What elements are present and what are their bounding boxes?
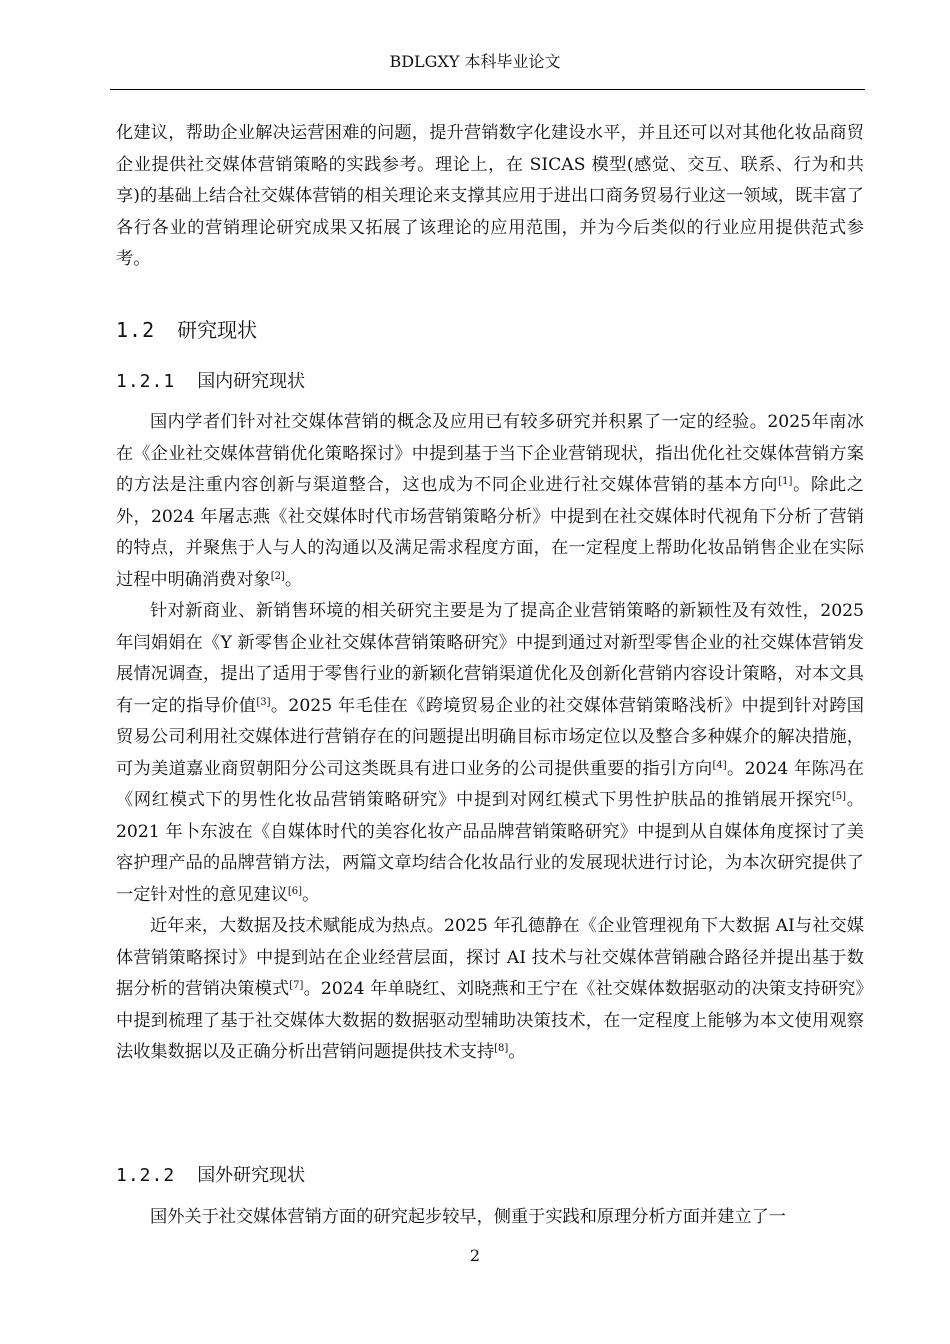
header-divider [110, 89, 865, 90]
section-heading-1-2-1 [116, 369, 305, 395]
section-heading-1-2 [116, 316, 257, 344]
paragraph-foreign-1: 国外关于社交媒体营销方面的研究起步较早，侧重于实践和原理分析方面并建立了一 [150, 1207, 786, 1227]
section-heading-1-2-2 [116, 1163, 305, 1189]
intro-paragraph-text: 化建议，帮助企业解决运营困难的问题，提升营销数字化建设水平，并且还可以对其他化妆品商贸企业提供社交媒体营销策略的实践参考。理论上，在 SICAS 模型(感觉、交互、联系、行为和共享)的基础上结合社交媒体营销的相关理论来支撑其应用于进出口商务贸易行业这一领域，既丰富了各行各业的营销理论研究成果又拓展了该理论的应用范围，并为今后类似的行业应用提供范式参考。 [116, 123, 864, 269]
section-number: 1.2.2 [116, 1165, 176, 1186]
body-paragraph-foreign [116, 1202, 864, 1234]
citation-ref[interactable]: [3] [256, 696, 271, 708]
citation-ref[interactable]: [7] [289, 980, 304, 991]
citation-ref[interactable]: [2] [270, 570, 285, 582]
intro-paragraph [116, 118, 864, 276]
citation-ref[interactable]: [4] [712, 759, 727, 771]
citation-ref[interactable]: [1] [778, 476, 793, 487]
page-number: 2 [469, 1246, 481, 1265]
section-title: 国内研究现状 [197, 371, 306, 392]
section-number: 1.2 [116, 318, 156, 342]
section-title: 研究现状 [177, 318, 258, 342]
paragraph-domestic-3: 近年来，大数据及技术赋能成为热点。2025 年孔德静在《企业管理视角下大数据 AI与社交媒体营销策略探讨》中提到站在企业经营层面，探讨 AI 技术与社交媒体营销融合路径并提出基于数据分析的营销决策模式[7]。2024 年单晓红、刘晓燕和王宁在《社交媒体数据驱动的决策支持研究》中提到梳理了基于社交媒体大数据的数据驱动型辅助决策技术，在一定程度上能够为本文使用观察法收集数据以及正确分析出营销问题提供技术支持[8]。 [116, 916, 864, 1062]
page-header-title: BDLGXY 本科毕业论文 [389, 52, 561, 71]
citation-ref[interactable]: [5] [831, 791, 847, 802]
citation-ref[interactable]: [8] [494, 1043, 509, 1054]
body-paragraphs-domestic [116, 407, 864, 1069]
citation-ref[interactable]: [6] [287, 885, 303, 897]
section-title: 国外研究现状 [197, 1165, 306, 1186]
paragraph-domestic-1: 国内学者们针对社交媒体营销的概念及应用已有较多研究并积累了一定的经验。2025年南冰在《企业社交媒体营销优化策略探讨》中提到基于当下企业营销现状，指出优化社交媒体营销方案的方法是注重内容创新与渠道整合，这也成为不同企业进行社交媒体营销的基本方向[1]。除此之外，2024 年屠志燕《社交媒体时代市场营销策略分析》中提到在社交媒体时代视角下分析了营销的特点，并聚焦于人与人的沟通以及满足需求程度方面，在一定程度上帮助化妆品销售企业在实际过程中明确消费对象[2]。 [116, 412, 864, 590]
paragraph-domestic-2: 针对新商业、新销售环境的相关研究主要是为了提高企业营销策略的新颖性及有效性，2025 年闫娟娟在《Y 新零售企业社交媒体营销策略研究》中提到通过对新型零售企业的社交媒体营销发展情况调查，提出了适用于零售行业的新颖化营销渠道优化及创新化营销内容设计策略，对本文具有一定的指导价值[3]。2025 年毛佳在《跨境贸易企业的社交媒体营销策略浅析》中提到针对跨国贸易公司利用社交媒体进行营销存在的问题提出明确目标市场定位以及整合多种媒介的解决措施，可为美道嘉业商贸朝阳分公司这类既具有进口业务的公司提供重要的指引方向[4]。2024 年陈冯在《网红模式下的男性化妆品营销策略研究》中提到对网红模式下男性护肤品的推销展开探究[5]。2021 年卜东波在《自媒体时代的美容化妆产品品牌营销策略研究》中提到从自媒体角度探讨了美容护理产品的品牌营销方法，两篇文章均结合化妆品行业的发展现状进行讨论，为本次研究提供了一定针对性的意见建议[6]。 [116, 601, 864, 905]
section-number: 1.2.1 [116, 371, 176, 392]
